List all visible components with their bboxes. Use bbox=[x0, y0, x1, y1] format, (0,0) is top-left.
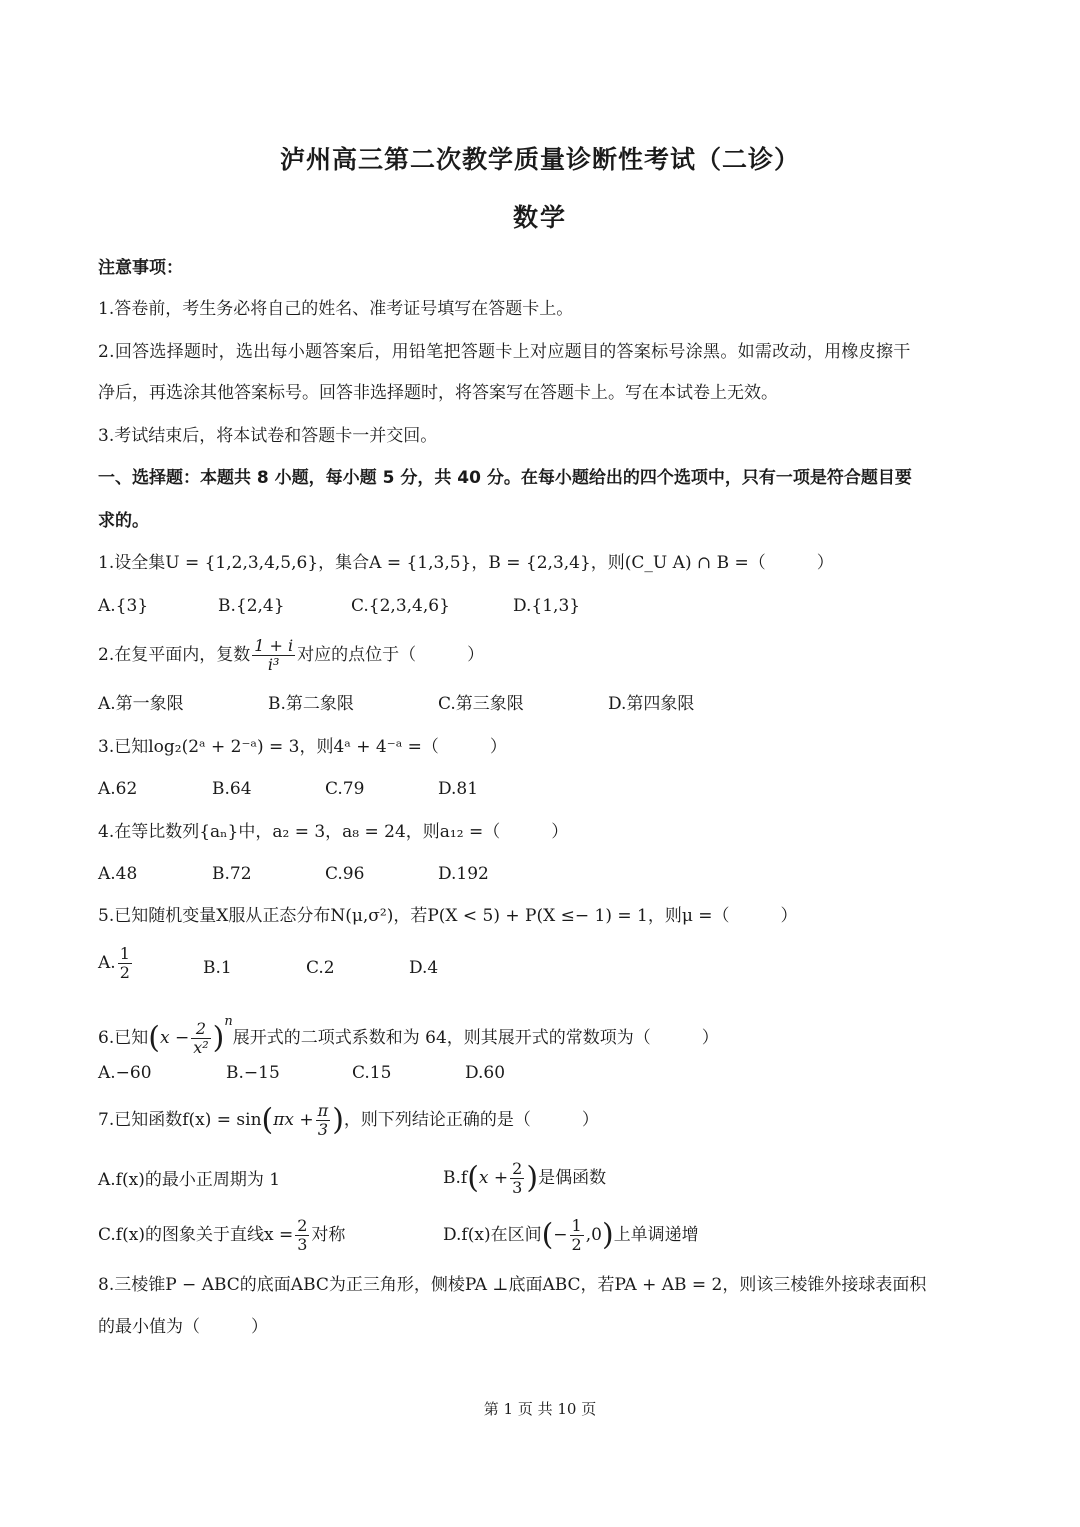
question-7-stem bbox=[98, 1096, 599, 1145]
question-5-stem: 5.已知随机变量X服从正态分布N(μ,σ²)，若P(X < 5) + P(X ≤− 1) = 1，则μ =（ ） bbox=[98, 906, 798, 926]
question-7-option-b bbox=[443, 1154, 606, 1203]
question-5-option-b: B.1 bbox=[203, 958, 232, 978]
question-7-option-b-expr: x + bbox=[478, 1168, 509, 1188]
question-4-option-d: D.192 bbox=[438, 864, 489, 884]
notice-item-2-cont: 净后，再选涂其他答案标号。回答非选择题时，将答案写在答题卡上。写在本试卷上无效。 bbox=[98, 383, 778, 403]
question-7-frac-den: 3 bbox=[317, 1120, 329, 1139]
question-3-stem: 3.已知log₂(2ᵃ + 2⁻ᵃ) = 3，则4ᵃ + 4⁻ᵃ =（ ） bbox=[98, 737, 507, 757]
question-1-option-a: A.{3} bbox=[98, 596, 149, 616]
question-2-option-a: A.第一象限 bbox=[98, 694, 184, 714]
question-7-option-c-fraction bbox=[295, 1217, 309, 1254]
question-7-option-b-den: 3 bbox=[512, 1178, 523, 1197]
question-7-option-d-pre: D.f(x)在区间 bbox=[443, 1225, 542, 1245]
question-8-stem-cont: 的最小值为（ ） bbox=[98, 1317, 268, 1337]
question-6-paren-open: ( bbox=[148, 1020, 160, 1056]
question-7-option-d-fraction bbox=[570, 1217, 584, 1254]
question-6-frac-num: 2 bbox=[191, 1020, 210, 1039]
question-6-frac-den: x² bbox=[193, 1038, 209, 1057]
question-6-stem-post: 展开式的二项式系数和为 64，则其展开式的常数项为（ ） bbox=[232, 1028, 719, 1048]
question-5-option-c: C.2 bbox=[306, 958, 335, 978]
section1-heading-cont: 求的。 bbox=[98, 511, 149, 531]
question-6-exponent: n bbox=[224, 1014, 233, 1029]
question-7-option-a: A.f(x)的最小正周期为 1 bbox=[98, 1170, 281, 1190]
question-7-option-d-paren-open: ( bbox=[541, 1217, 554, 1253]
question-6-stem bbox=[98, 998, 719, 1063]
notice-item-1: 1.答卷前，考生务必将自己的姓名、准考证号填写在答题卡上。 bbox=[98, 299, 574, 319]
question-7-option-b-num: 2 bbox=[512, 1159, 523, 1178]
question-7-option-b-paren-close: ) bbox=[526, 1160, 539, 1196]
question-6-option-d: D.60 bbox=[465, 1063, 506, 1083]
question-7-option-d-den: 2 bbox=[571, 1235, 582, 1254]
page-footer: 第 1 页 共 10 页 bbox=[483, 1400, 597, 1418]
question-7-stem-pre: 7.已知函数f(x) = sin bbox=[98, 1110, 262, 1130]
question-2-frac-den: i³ bbox=[267, 655, 280, 674]
question-7-frac-num: π bbox=[317, 1101, 329, 1120]
question-5-option-d: D.4 bbox=[409, 958, 439, 978]
question-1-option-d: D.{1,3} bbox=[513, 596, 581, 616]
question-7-paren-open: ( bbox=[261, 1102, 274, 1138]
question-7-option-c-pre: C.f(x)的图象关于直线x = bbox=[98, 1225, 294, 1245]
question-7-option-d-expr: − bbox=[553, 1225, 568, 1245]
question-3-option-a: A.62 bbox=[98, 779, 138, 799]
question-7-option-c-den: 3 bbox=[297, 1235, 308, 1254]
question-2-option-b: B.第二象限 bbox=[268, 694, 354, 714]
question-5-option-a-fraction bbox=[118, 945, 132, 982]
question-1-stem: 1.设全集U = {1,2,3,4,5,6}，集合A = {1,3,5}，B = {2,3,4}，则(C_U A) ∩ B =（ ） bbox=[98, 553, 834, 573]
question-7-option-c-num: 2 bbox=[297, 1216, 308, 1235]
question-5-option-a-den: 2 bbox=[119, 963, 130, 982]
question-2-stem bbox=[98, 634, 484, 676]
question-4-option-b: B.72 bbox=[212, 864, 252, 884]
question-6-fraction bbox=[191, 1020, 210, 1057]
question-7-fraction bbox=[316, 1102, 331, 1139]
question-7-stem-post: ，则下列结论正确的是（ ） bbox=[343, 1110, 599, 1130]
question-7-option-b-post: 是偶函数 bbox=[538, 1168, 607, 1188]
section1-heading: 一、选择题：本题共 8 小题，每小题 5 分，共 40 分。在每小题给出的四个选项中，只有一项是符合题目要 bbox=[98, 468, 912, 488]
question-7-option-b-fraction bbox=[510, 1160, 524, 1197]
question-6-option-c: C.15 bbox=[352, 1063, 392, 1083]
question-4-option-a: A.48 bbox=[98, 864, 138, 884]
question-2-option-c: C.第三象限 bbox=[438, 694, 524, 714]
question-4-stem: 4.在等比数列{aₙ}中，a₂ = 3，a₈ = 24，则a₁₂ =（ ） bbox=[98, 822, 569, 842]
question-6-stem-pre: 6.已知 bbox=[98, 1028, 149, 1048]
question-7-option-d-post: 上单调递增 bbox=[613, 1225, 699, 1245]
question-7-option-c bbox=[98, 1211, 345, 1259]
question-7-option-c-post: 对称 bbox=[311, 1225, 346, 1245]
notice-item-3: 3.考试结束后，将本试卷和答题卡一并交回。 bbox=[98, 426, 438, 446]
question-5-option-a-num: 1 bbox=[119, 944, 130, 963]
question-8-stem: 8.三棱锥P − ABC的底面ABC为正三角形，侧棱PA ⊥底面ABC，若PA + AB = 2，则该三棱锥外接球表面积 bbox=[98, 1275, 927, 1295]
question-4-option-c: C.96 bbox=[325, 864, 365, 884]
question-2-frac-num: 1 + i bbox=[254, 636, 294, 655]
question-6-option-a: A.−60 bbox=[98, 1063, 152, 1083]
question-6-paren-close: ) bbox=[212, 1020, 225, 1056]
question-3-option-c: C.79 bbox=[325, 779, 365, 799]
question-1-option-b: B.{2,4} bbox=[218, 596, 285, 616]
question-6-expr: x − bbox=[159, 1028, 190, 1048]
question-6-option-b: B.−15 bbox=[226, 1063, 280, 1083]
exam-title: 泸州高三第二次教学质量诊断性考试（二诊） bbox=[279, 145, 800, 174]
question-2-option-d: D.第四象限 bbox=[608, 694, 695, 714]
question-7-option-b-paren-open: ( bbox=[467, 1160, 479, 1196]
question-7-option-d-paren-close: ) bbox=[601, 1217, 614, 1253]
question-5-option-a bbox=[98, 942, 134, 984]
question-2-fraction bbox=[252, 637, 295, 674]
subject-title: 数学 bbox=[512, 203, 567, 232]
question-3-option-b: B.64 bbox=[212, 779, 252, 799]
question-5-option-a-label: A. bbox=[98, 953, 116, 973]
question-7-option-b-pre: B.f bbox=[443, 1168, 468, 1188]
question-2-stem-pre: 2.在复平面内，复数 bbox=[98, 645, 251, 665]
question-2-stem-post: 对应的点位于（ ） bbox=[297, 645, 485, 665]
question-7-paren-close: ) bbox=[332, 1102, 344, 1138]
question-7-expr: πx + bbox=[273, 1110, 314, 1130]
question-1-option-c: C.{2,3,4,6} bbox=[351, 596, 450, 616]
question-7-option-d-num: 1 bbox=[571, 1216, 582, 1235]
question-3-option-d: D.81 bbox=[438, 779, 479, 799]
question-7-option-d bbox=[443, 1211, 699, 1260]
notice-item-2: 2.回答选择题时，选出每小题答案后，用铅笔把答题卡上对应题目的答案标号涂黑。如需改动，用橡皮擦干 bbox=[98, 342, 911, 362]
notice-heading: 注意事项： bbox=[98, 258, 183, 278]
question-7-option-d-tail: ,0 bbox=[585, 1225, 602, 1245]
